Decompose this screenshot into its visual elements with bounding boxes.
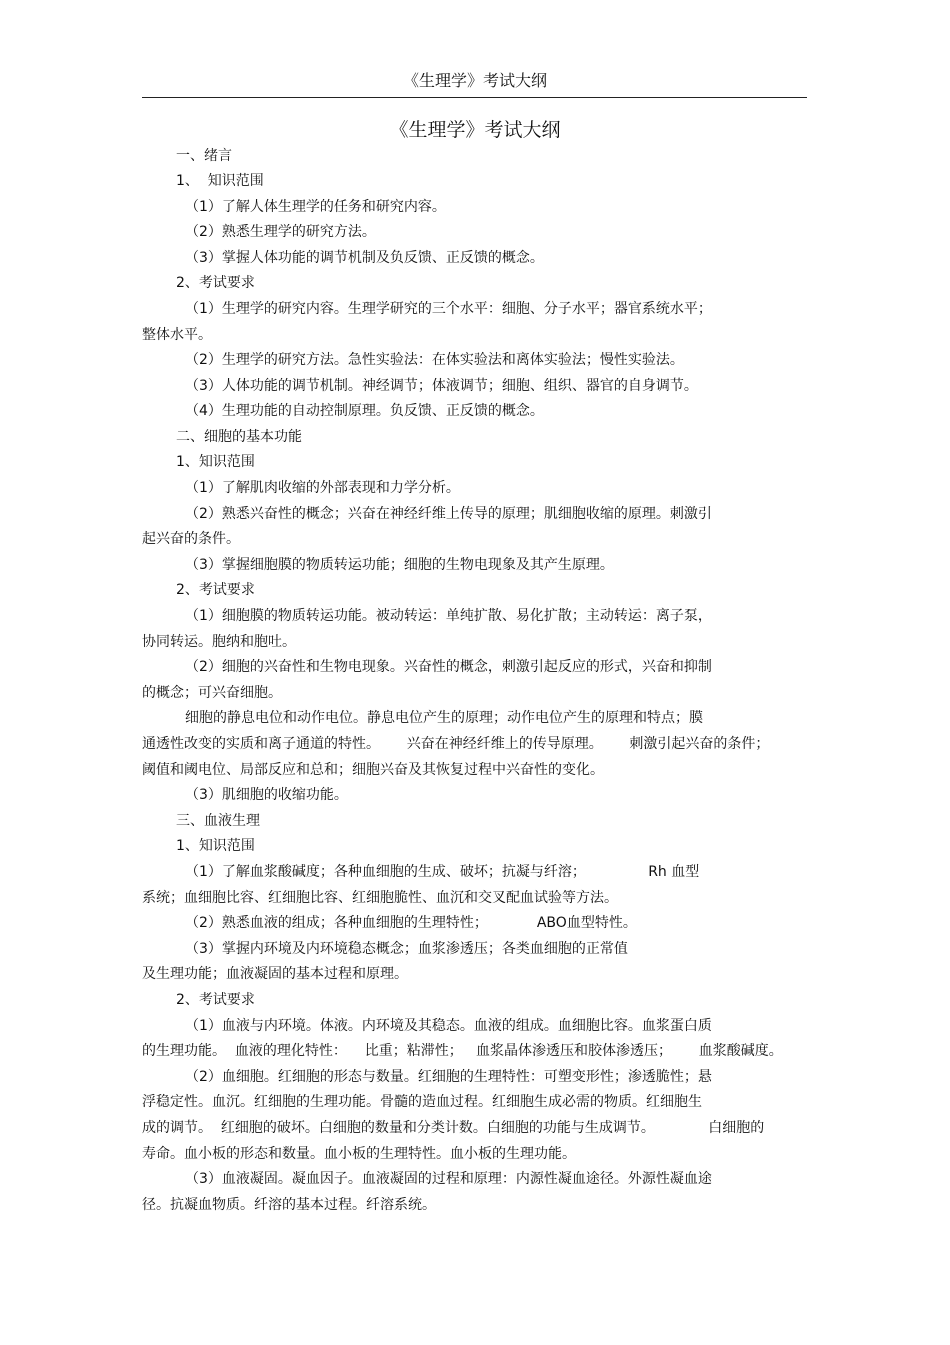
text-line: （1）了解人体生理学的任务和研究内容。 [185,199,446,215]
text-line: 2、考试要求 [176,992,255,1008]
running-header: 《生理学》考试大纲 [402,71,547,90]
text-line: 浮稳定性。血沉。红细胞的生理功能。骨髓的造血过程。红细胞生成必需的物质。红细胞生 [142,1094,702,1110]
text-line: 细胞的静息电位和动作电位。静息电位产生的原理；动作电位产生的原理和特点；膜 [185,710,703,726]
text-line: 2、考试要求 [176,582,255,598]
text-line: （3）掌握内环境及内环境稳态概念；血浆渗透压；各类血细胞的正常值 [185,941,628,957]
text-line: （3）肌细胞的收缩功能。 [185,787,348,803]
text-line: （2）熟悉兴奋性的概念；兴奋在神经纤维上传导的原理；肌细胞收缩的原理。刺激引 [185,506,712,522]
text-line: 协同转运。胞纳和胞吐。 [142,634,296,650]
text-line: 的生理功能。 血液的理化特性： 比重；粘滞性； 血浆晶体渗透压和胶体渗透压； 血浆酸碱度。 [142,1043,783,1059]
text-line: 1、知识范围 [176,838,255,854]
text-line: （3）掌握细胞膜的物质转运功能；细胞的生物电现象及其产生原理。 [185,557,614,573]
text-line: （1）细胞膜的物质转运功能。被动转运：单纯扩散、易化扩散；主动转运：离子泵， [185,608,712,624]
text-line: （1）了解肌肉收缩的外部表现和力学分析。 [185,480,460,496]
text-line: 及生理功能；血液凝固的基本过程和原理。 [142,966,408,982]
text-line: 二、细胞的基本功能 [176,429,302,445]
text-line: （2）熟悉生理学的研究方法。 [185,224,376,240]
text-line: 阈值和阈电位、局部反应和总和；细胞兴奋及其恢复过程中兴奋性的变化。 [142,762,604,778]
text-line: 成的调节。 红细胞的破坏。白细胞的数量和分类计数。白细胞的功能与生成调节。 白细胞的 [142,1120,765,1136]
text-line: （1）生理学的研究内容。生理学研究的三个水平：细胞、分子水平；器官系统水平； [185,301,712,317]
text-line: 2、考试要求 [176,275,255,291]
text-line: （2）生理学的研究方法。急性实验法：在体实验法和离体实验法；慢性实验法。 [185,352,684,368]
text-line: 起兴奋的条件。 [142,531,240,547]
text-line: （4）生理功能的自动控制原理。负反馈、正反馈的概念。 [185,403,544,419]
text-line: 的概念；可兴奋细胞。 [142,685,282,701]
text-line: （2）熟悉血液的组成；各种血细胞的生理特性； ABO血型特性。 [185,915,637,931]
header-rule [142,97,807,98]
text-line: 1、知识范围 [176,454,255,470]
text-line: （3）掌握人体功能的调节机制及负反馈、正反馈的概念。 [185,250,544,266]
text-line: （3）人体功能的调节机制。神经调节；体液调节；细胞、组织、器官的自身调节。 [185,378,698,394]
text-line: 1、 知识范围 [176,173,264,189]
text-line: 通透性改变的实质和离子通道的特性。 兴奋在神经纤维上的传导原理。 刺激引起兴奋的条件； [142,736,770,752]
text-line: 系统；血细胞比容、红细胞比容、红细胞脆性、血沉和交叉配血试验等方法。 [142,890,618,906]
text-line: （2）细胞的兴奋性和生物电现象。兴奋性的概念，刺激引起反应的形式，兴奋和抑制 [185,659,712,675]
text-line: 径。抗凝血物质。纤溶的基本过程。纤溶系统。 [142,1197,436,1213]
text-line: （1）了解血浆酸碱度；各种血细胞的生成、破坏；抗凝与纤溶； Rh 血型 [185,864,700,880]
text-line: （3）血液凝固。凝血因子。血液凝固的过程和原理：内源性凝血途径。外源性凝血途 [185,1171,712,1187]
text-line: 整体水平。 [142,327,212,343]
text-line: 寿命。血小板的形态和数量。血小板的生理特性。血小板的生理功能。 [142,1146,576,1162]
document-title: 《生理学》考试大纲 [389,119,561,141]
text-line: 三、血液生理 [176,813,260,829]
text-line: （2）血细胞。红细胞的形态与数量。红细胞的生理特性：可塑变形性；渗透脆性；悬 [185,1069,712,1085]
text-line: （1）血液与内环境。体液。内环境及其稳态。血液的组成。血细胞比容。血浆蛋白质 [185,1018,712,1034]
text-line: 一、绪言 [176,148,232,164]
